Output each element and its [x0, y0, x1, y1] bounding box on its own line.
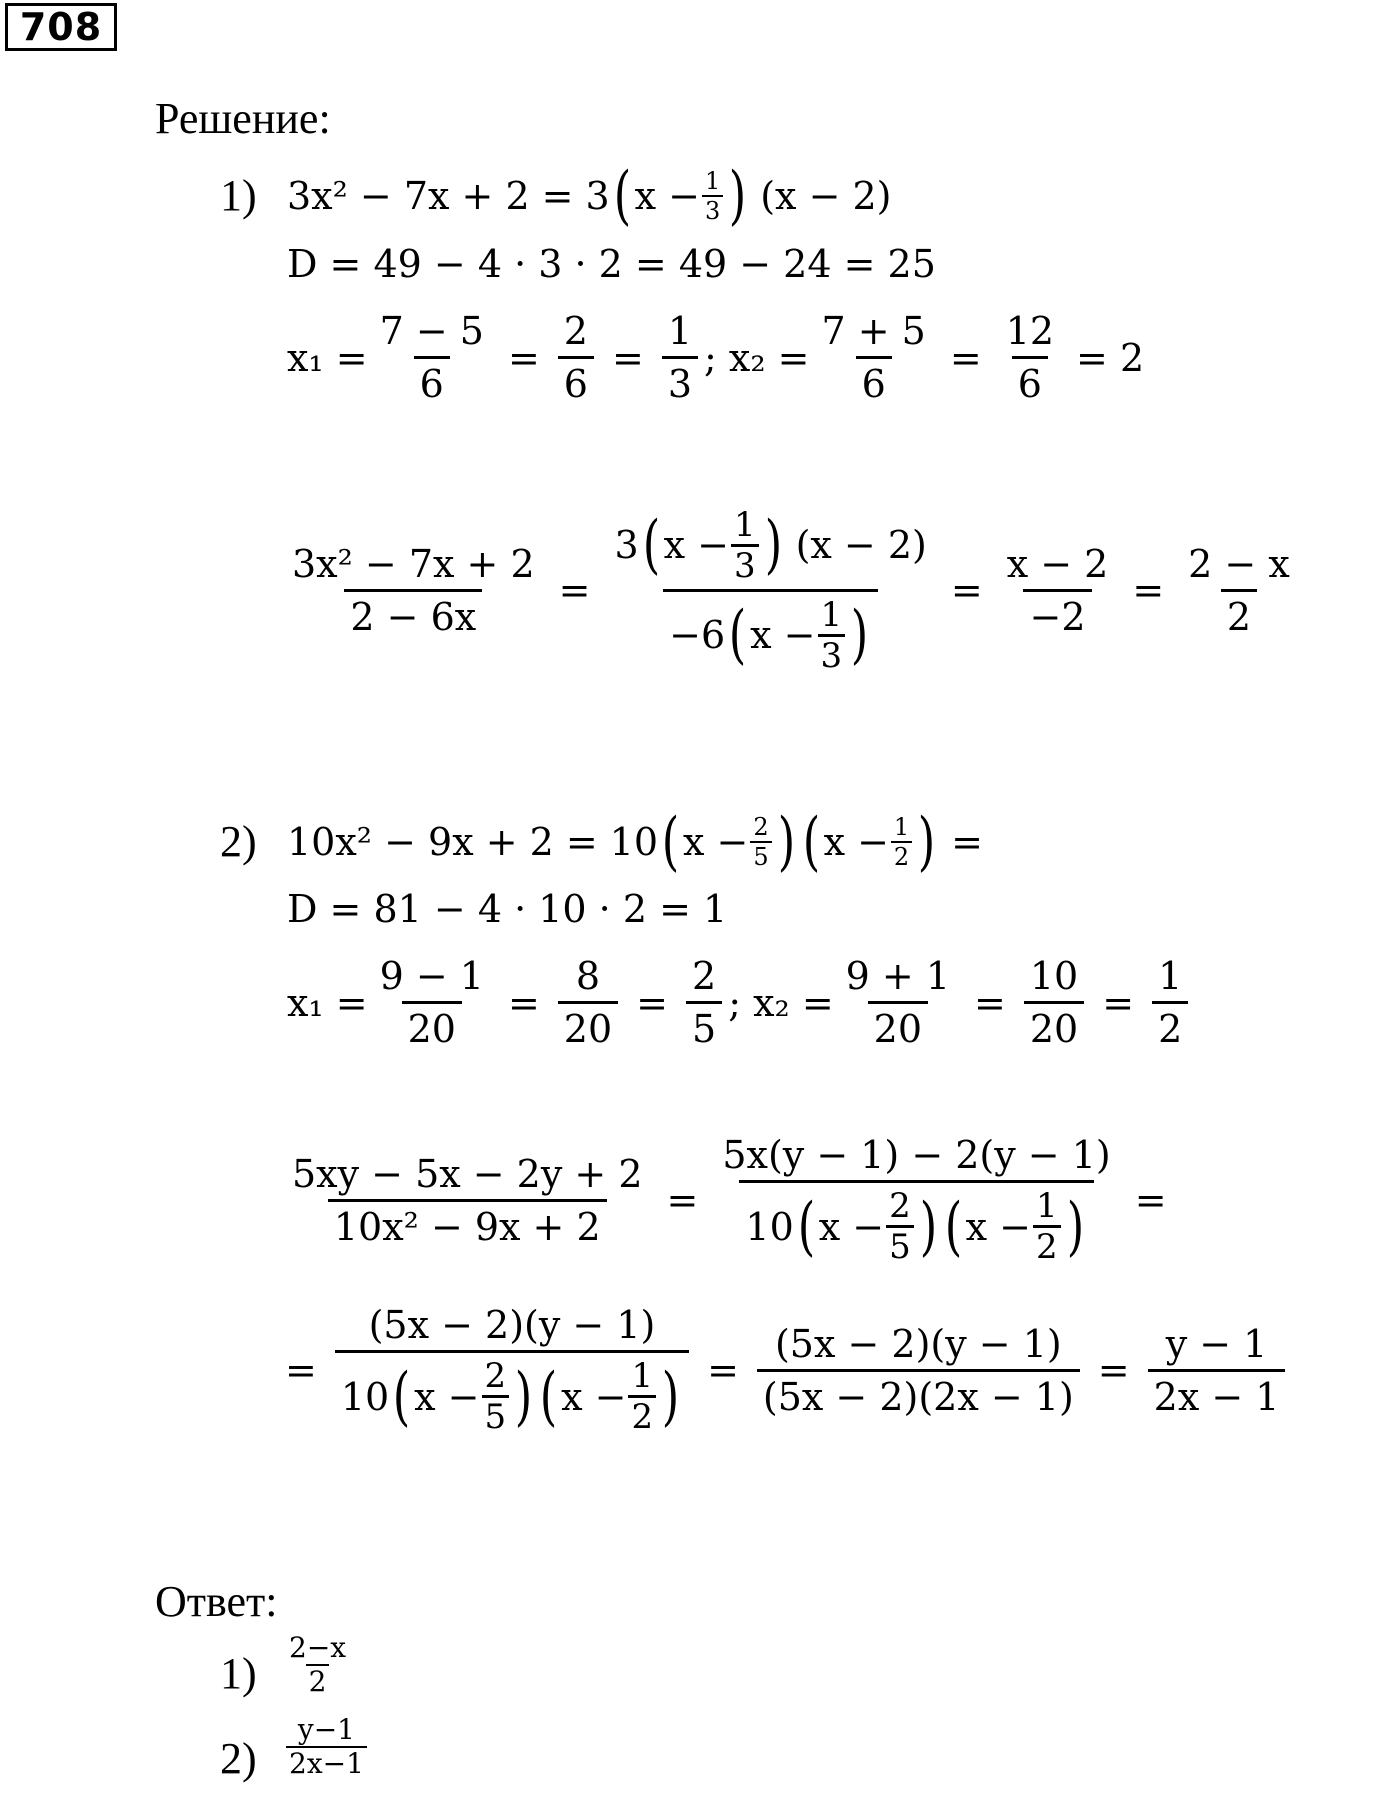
part1-factor-coef: 3 — [585, 174, 610, 218]
part1-x1-label: x₁ = — [287, 335, 368, 380]
part1-discriminant: D = 49 − 4 · 3 · 2 = 49 − 24 = 25 — [287, 242, 936, 286]
solution-heading: Решение: — [155, 94, 331, 143]
part2-x1-step-3: $\frac{2}{5}$ — [686, 957, 722, 1048]
part2-factor-coef: 10 — [609, 820, 659, 864]
part2-factor-lhs: 10x² − 9x + 2 — [287, 820, 554, 864]
part1-label: 1) — [220, 171, 257, 220]
part2-x1-step-2: $\frac{8}{20}$ — [558, 957, 618, 1048]
part1-simplification: $\frac{\text{3x² − 7x + 2}}{2 - 6x}$ = 3 ( x − $\frac{1}{3}$ ) (x − 2) −6 ( x − $\frac{1}{3}$ ) = $\frac{x - 2}{-2}$ = $\frac{2 - x}{2}$ — [280, 500, 1302, 680]
answer-heading: Ответ: — [155, 1577, 278, 1626]
part1-frac-final: $\frac{2 - x}{2}$ — [1188, 541, 1290, 639]
part2-frac-factored: (5x − 2)(y − 1) 10 ( x − $\frac{2}{5}$ ) ( x − $\frac{1}{2}$ ) — [335, 1306, 689, 1434]
part2-simplification-row2: = (5x − 2)(y − 1) 10 ( x − $\frac{2}{5}$ ) ( x − $\frac{1}{2}$ ) = $\frac{(5x - 2)(y - 1)}{(5x - 2)(2x - 1)}$ = $\frac{y - 1}{2x - 1}$ — [285, 1280, 1291, 1460]
part1-x2-step-2: $\frac{12}{6}$ — [1005, 309, 1055, 406]
part1-factor-tail: (x − 2) — [760, 174, 892, 218]
problem-number: 708 — [5, 3, 117, 51]
part1-x1-step-3: $\frac{1}{3}$ — [662, 312, 698, 403]
part2-x2-label: ; x₂ = — [728, 980, 834, 1025]
part1-factorization: 3x² − 7x + 2 = 3 ( x − $\frac{1}{3}$ ) (x − 2) — [287, 159, 892, 233]
answer-2-label: 2) — [220, 1734, 257, 1783]
part1-x2-result: = 2 — [1076, 335, 1145, 380]
part1-frac-original: $\frac{\text{3x² − 7x + 2}}{2 - 6x}$ — [292, 541, 535, 639]
part1-x2-label: ; x₂ = — [704, 335, 810, 380]
part2-frac-original: $\frac{5xy - 5x - 2y + 2}{\text{10x² − 9x + 2}}$ — [292, 1151, 643, 1249]
part1-roots: x₁ = $\frac{7 - 5}{6}$ = $\frac{2}{6}$ = $\frac{1}{3}$ ; x₂ = $\frac{7 + 5}{6}$ = $\frac{12}{6}$ = 2 — [287, 309, 1145, 406]
part1-x1-step-2: $\frac{2}{6}$ — [558, 312, 594, 403]
part2-roots: x₁ = $\frac{9 - 1}{20}$ = $\frac{8}{20}$ = $\frac{2}{5}$ ; x₂ = $\frac{9 + 1}{20}$ = $\frac{10}{20}$ = $\frac{1}{2}$ — [287, 945, 1194, 1060]
part2-simplification-row1: $\frac{5xy - 5x - 2y + 2}{\text{10x² − 9x + 2}}$ = 5x(y − 1) − 2(y − 1) 10 ( x − $\frac{2}{5}$ ) ( x − $\frac{1}{2}$ ) = — [280, 1110, 1179, 1290]
part2-factorization: 10x² − 9x + 2 = 10 ( x − $\frac{2}{5}$ ) ( x − $\frac{1}{2}$ ) = — [287, 805, 984, 879]
part1-frac-factored: 3 ( x − $\frac{1}{3}$ ) (x − 2) −6 ( x − $\frac{1}{3}$ ) — [614, 504, 927, 676]
part1-factor-lhs: 3x² − 7x + 2 — [287, 174, 530, 218]
part2-frac-final: $\frac{y - 1}{2x - 1}$ — [1148, 1325, 1286, 1416]
part2-frac-expanded: $\frac{(5x - 2)(y - 1)}{(5x - 2)(2x - 1)}$ — [757, 1325, 1080, 1416]
part1-frac-reduced: $\frac{x - 2}{-2}$ — [1006, 541, 1109, 639]
part2-x2-step-2: $\frac{10}{20}$ — [1024, 957, 1084, 1048]
part1-factor-inner: x − — [634, 174, 700, 218]
part2-x2-step-3: $\frac{1}{2}$ — [1152, 957, 1188, 1048]
part1-factor-fraction: $\frac{1}{3}$ — [702, 169, 723, 223]
part2-x1-label: x₁ = — [287, 980, 368, 1025]
part2-frac-grouped: 5x(y − 1) − 2(y − 1) 10 ( x − $\frac{2}{5}$ ) ( x − $\frac{1}{2}$ ) — [722, 1133, 1111, 1267]
part2-discriminant: D = 81 − 4 · 10 · 2 = 1 — [287, 887, 728, 931]
answer-1-label: 1) — [220, 1649, 257, 1698]
part2-x1-step-1: $\frac{9 - 1}{20}$ — [379, 954, 484, 1051]
part2-x2-step-1: $\frac{9 + 1}{20}$ — [845, 954, 951, 1051]
answer-2: $\frac{y-1}{2x-1}$ — [284, 1716, 369, 1778]
part2-label: 2) — [220, 817, 257, 866]
answer-1: $\frac{2-x}{2}$ — [289, 1631, 347, 1698]
part1-x2-step-1: $\frac{7 + 5}{6}$ — [821, 309, 926, 406]
part1-x1-step-1: $\frac{7 - 5}{6}$ — [379, 309, 484, 406]
